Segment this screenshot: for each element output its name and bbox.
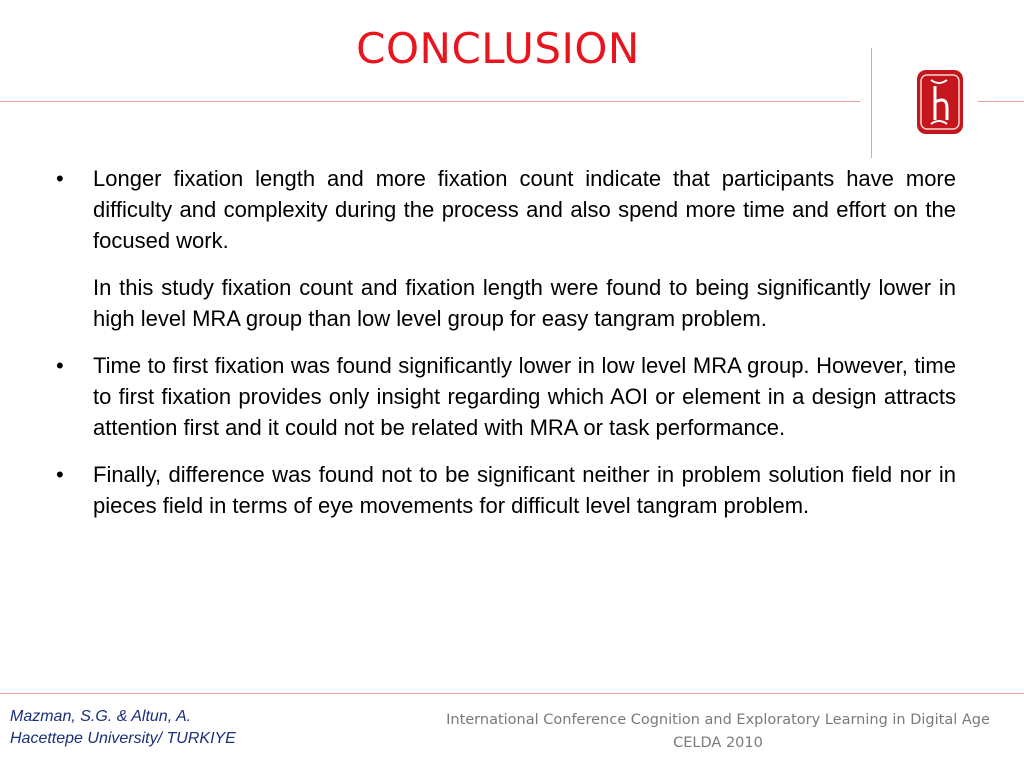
header-divider-vertical [871,48,872,158]
footer-event: CELDA 2010 [673,735,763,751]
bullet-item [56,350,956,443]
bullet-marker: • [56,166,64,191]
header-divider-left [0,101,860,102]
university-logo-icon [917,70,963,134]
footer-conference-block [412,709,1024,755]
footer-divider [0,693,1024,694]
bullet-marker: • [56,462,64,487]
header-divider-right [978,101,1024,102]
footer-authors: Mazman, S.G. & Altun, A. [10,708,192,725]
footer-affiliation: Hacettepe University/ TURKIYE [10,730,236,747]
slide-title: CONCLUSION [356,24,640,73]
bullet-item [56,459,956,521]
bullet-marker: • [56,353,64,378]
bullet-text: Longer fixation length and more fixation count indicate that participants have more difficulty and complexity during the process and also spend more time and effort on the focused work. [93,166,956,253]
footer-authors-block [10,706,236,750]
bullet-item [56,163,956,256]
bullet-text: Finally, difference was found not to be significant neither in problem solution field nor in pieces field in terms of eye movements for difficult level tangram problem. [93,462,956,518]
footer-conference: International Conference Cognition and Exploratory Learning in Digital Age [446,712,990,728]
sub-paragraph: In this study fixation count and fixation length were found to being significantly lower in high level MRA group than low level group for easy tangram problem. [93,275,956,331]
bullet-text: Time to first fixation was found significantly lower in low level MRA group. However, time to first fixation provides only insight regarding which AOI or element in a design attracts attention first and it could not be related with MRA or task performance. [93,353,956,440]
slide-content [56,163,956,537]
university-logo-graphic [917,70,963,134]
